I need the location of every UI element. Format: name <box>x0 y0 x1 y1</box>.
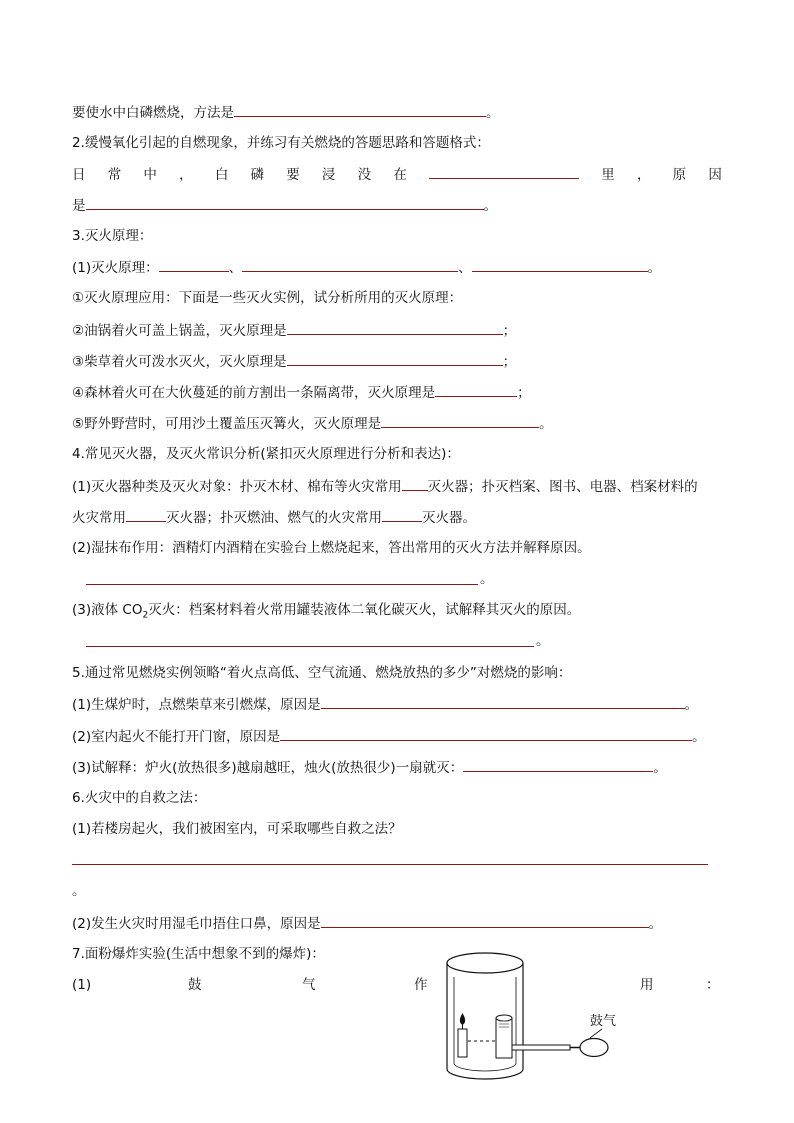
q5-blank-2[interactable] <box>280 726 692 741</box>
rubber-bulb-icon <box>580 1039 608 1057</box>
q1-blowout-line <box>72 102 500 123</box>
q4-item2-answer-line[interactable] <box>86 584 478 585</box>
q2-answer-blank-1[interactable] <box>429 164 579 179</box>
q7-item1-colon: ： <box>706 977 720 993</box>
q1-end: 。 <box>486 105 500 121</box>
q4-item1-line2: 火灾常用 灭火器；扑灭燃油、燃气的火灾常用 灭火器。 <box>72 507 476 528</box>
q4-blank-1[interactable] <box>402 476 428 491</box>
q7-item1-char-yong: 用 <box>640 977 654 993</box>
q5-blank-1[interactable] <box>321 694 685 709</box>
air-tube <box>512 1045 570 1050</box>
container-lid <box>447 953 523 973</box>
q4-item3: (3)液体 $CO_2$灭火：档案材料着火常用罐装液体二氧化碳灭火，试解释其灭火的原因。 <box>72 602 581 621</box>
q3-blank-2[interactable] <box>242 257 458 272</box>
q5-item3: (3)试解释：炉火(放热很多)越扇越旺，烛火(放热很少)一扇就灭： 。 <box>72 757 667 778</box>
q5-item1: (1)生煤炉时，点燃柴草来引燃煤，原因是 。 <box>72 694 698 715</box>
q5-heading: 5.通过常见燃烧实例领略“着火点高低、空气流通、燃烧放热的多少”对燃烧的影响： <box>72 665 572 681</box>
q6-item1-end: 。 <box>72 883 86 899</box>
q1-answer-blank[interactable] <box>234 102 486 117</box>
q4-item1-line1: (1)灭火器种类及灭火对象：扑灭木材、棉布等火灾常用 灭火器；扑灭档案、图书、电器、档案材料的 <box>72 476 698 497</box>
q2-line1: 日 常 中 ， 白 磷 要 浸 没 在 里 ， 原 因 <box>72 164 722 185</box>
q5-item2: (2)室内起火不能打开门窗，原因是 。 <box>72 726 706 747</box>
q4-blank-3[interactable] <box>382 507 422 522</box>
q7-item1-char-gu: 鼓 <box>188 977 202 993</box>
q3-item-c: ③柴草着火可泼水灭火，灭火原理是 ； <box>72 351 516 372</box>
q3-blank-c[interactable] <box>287 351 503 366</box>
q3-blank-3[interactable] <box>472 257 648 272</box>
q6-item1: (1)若楼房起火，我们被困室内，可采取哪些自救之法？ <box>72 821 402 837</box>
q4-blank-2[interactable] <box>126 507 166 522</box>
figure-label-guqi: 鼓气 <box>590 1014 617 1029</box>
q3-item-e: ⑤野外野营时，可用沙土覆盖压灭篝火，灭火原理是 。 <box>72 413 553 434</box>
q6-item1-answer-line[interactable] <box>72 864 708 865</box>
q4-item3-answer-line[interactable] <box>86 646 534 647</box>
q3-item-d: ④森林着火可在大伙蔓延的前方割出一条隔离带，灭火原理是 ； <box>72 382 531 403</box>
flour-explosion-apparatus-figure <box>430 945 660 1083</box>
q3-blank-e[interactable] <box>381 413 539 428</box>
flour-tube <box>496 1015 512 1058</box>
candle-icon <box>458 1013 467 1057</box>
q7-item1-label: (1) <box>72 977 92 993</box>
q6-heading: 6.火灾中的自救之法： <box>72 790 207 806</box>
q7-heading: 7.面粉爆炸实验(生活中想象不到的爆炸)： <box>72 946 325 962</box>
q4-item2-end: 。 <box>480 571 494 587</box>
q5-blank-3[interactable] <box>463 757 653 772</box>
q3-item-b: ②油锅着火可盖上锅盖，灭火原理是 ； <box>72 320 516 341</box>
q3-blank-b[interactable] <box>287 320 503 335</box>
q6-blank-2[interactable] <box>321 913 649 928</box>
q3-item1: (1)灭火原理： 、 、 。 <box>72 257 661 278</box>
q2-answer-blank-2[interactable] <box>86 195 484 210</box>
q3-item-a: ①灭火原理应用：下面是一些灭火实例，试分析所用的灭火原理： <box>72 290 463 306</box>
q2-heading: 2.缓慢氧化引起的自燃现象，并练习有关燃烧的答题思路和答题格式： <box>72 135 490 151</box>
q3-heading: 3.灭火原理： <box>72 228 153 244</box>
q4-item2: (2)湿抹布作用：酒精灯内酒精在实验台上燃烧起来，答出常用的灭火方法并解释原因。 <box>72 540 591 556</box>
q1-text: 要使水中白磷燃烧，方法是 <box>72 105 234 121</box>
q3-blank-1[interactable] <box>159 257 229 272</box>
q7-item1-char-zuo: 作 <box>414 977 428 993</box>
q7-item1-char-qi: 气 <box>302 977 316 993</box>
q4-heading: 4.常见灭火器，及灭火常识分析(紧扣灭火原理进行分析和表达)： <box>72 446 460 462</box>
q3-blank-d[interactable] <box>435 382 517 397</box>
q4-item3-end: 。 <box>536 633 550 649</box>
q6-item2: (2)发生火灾时用湿毛巾捂住口鼻，原因是 。 <box>72 913 662 934</box>
q2-line2: 是 。 <box>72 195 497 216</box>
